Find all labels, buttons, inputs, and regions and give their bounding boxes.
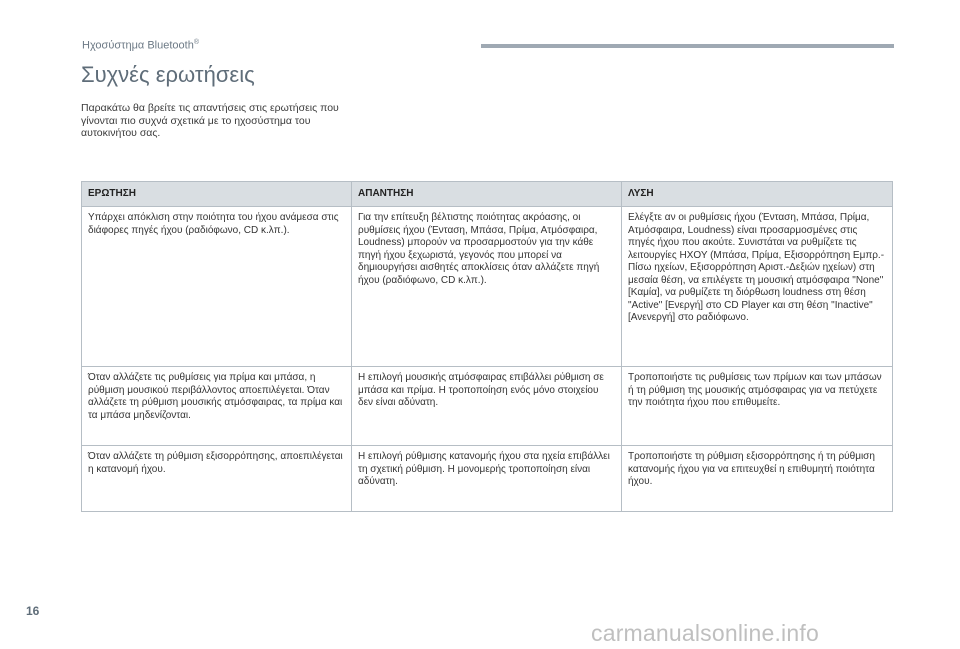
registered-mark: ® — [193, 39, 200, 46]
column-header-solution: ΛΥΣΗ — [628, 188, 654, 199]
watermark: carmanualsonline.info — [591, 620, 819, 646]
header-rule — [481, 44, 894, 48]
solution-cell: Τροποποιήστε τη ρύθμιση εξισορρόπησης ή τη ρύθμιση κατανομής ήχου για να επιτευχθεί η επιθυμητή ποιότητα ήχου. — [628, 451, 875, 487]
table-row — [82, 207, 892, 367]
section-title: Συχνές ερωτήσεις — [81, 62, 255, 87]
table-header-row — [82, 182, 892, 207]
running-header — [82, 39, 199, 52]
question-cell: Όταν αλλάζετε τη ρύθμιση εξισορρόπησης, αποεπιλέγεται η κατανομή ήχου. — [82, 446, 352, 511]
answer-cell: Για την επίτευξη βέλτιστης ποιότητας ακρόασης, οι ρυθμίσεις ήχου (Ένταση, Μπάσα, Πρίμα, Ατμόσφαιρα, Loudness) μπορούν να προσαρμοστούν για την κάθε πηγή ήχου ξεχωριστά, γεγονός που μπορεί να δημιουργήσει αισθητές αποκλίσεις όταν αλλάζετε πηγή ήχου (ραδιόφωνο, CD κ.λπ.). — [352, 207, 622, 366]
table-row — [82, 446, 892, 511]
solution-cell: Ελέγξτε αν οι ρυθμίσεις ήχου (Ένταση, Μπάσα, Πρίμα, Ατμόσφαιρα, Loudness) είναι προσαρμοσμένες στις πηγές ήχου που ακούτε. Συνιστάται να ρυθμίζετε τις λειτουργίες ΗΧΟΥ (Μπάσα, Πρίμα, Εξισορρόπηση Εμπρ.-Πίσω ηχείων, Εξισορρόπηση Αριστ.-Δεξιών ηχείων) στη μεσαία θέση, να επιλέγετε τη μουσική ατμόσφαιρα "None" [Καμία], να ρυθμίζετε τη διόρθωση loudness στη θέση "Active" [Ενεργή] στο CD Player και στη θέση "Inactive" [Ανενεργή] στο ραδιόφωνο. — [628, 212, 885, 323]
running-header-text: Ηχοσύστημα Bluetooth — [82, 39, 194, 52]
answer-cell: Η επιλογή ρύθμισης κατανομής ήχου στα ηχεία επιβάλλει τη σχετική ρύθμιση. Η μονομερής τροποποίηση είναι αδύνατη. — [352, 446, 622, 511]
intro-paragraph: Παρακάτω θα βρείτε τις απαντήσεις στις ερωτήσεις που γίνονται πιο συχνά σχετικά με το ηχοσύστημα του αυτοκινήτου σας. — [81, 102, 339, 139]
faq-table — [81, 181, 893, 512]
question-cell: Όταν αλλάζετε τις ρυθμίσεις για πρίμα και μπάσα, η ρύθμιση μουσικού περιβάλλοντος αποεπιλέγεται. Όταν αλλάζετε τη ρύθμιση μουσικής ατμόσφαιρας, τα πρίμα και τα μπάσα μηδενίζονται. — [82, 367, 352, 445]
page-number: 16 — [26, 604, 40, 618]
column-header-answer: ΑΠΑΝΤΗΣΗ — [352, 182, 622, 206]
column-header-question: ΕΡΩΤΗΣΗ — [82, 182, 352, 206]
solution-cell: Τροποποιήστε τις ρυθμίσεις των πρίμων και των μπάσων ή τη ρύθμιση της μουσικής ατμόσφαιρας για να πετύχετε την ποιότητα ήχου που επιθυμείτε. — [628, 372, 882, 408]
question-cell: Υπάρχει απόκλιση στην ποιότητα του ήχου ανάμεσα στις διάφορες πηγές ήχου (ραδιόφωνο, CD κ.λπ.). — [82, 207, 352, 366]
table-row — [82, 367, 892, 446]
answer-cell: Η επιλογή μουσικής ατμόσφαιρας επιβάλλει ρύθμιση σε μπάσα και πρίμα. Η τροποποίηση ενός μόνο στοιχείου δεν είναι αδύνατη. — [352, 367, 622, 445]
